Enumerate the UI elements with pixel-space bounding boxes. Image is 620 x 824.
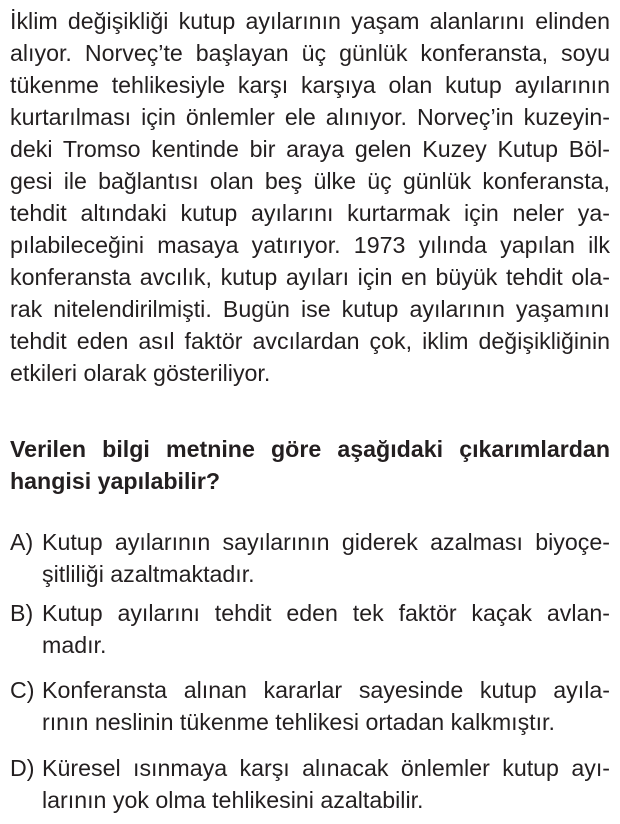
option-text: Kutup ayılarını tehdit eden tek faktör kaçak avlan- — [42, 600, 610, 626]
passage-line: konferansta avcılık, kutup ayıları için en büyük tehdit ola- — [10, 264, 610, 290]
passage-line: tehdit altındaki kutup ayılarını kurtarmak için neler ya- — [10, 200, 610, 226]
option-label: A) — [10, 529, 34, 555]
passage-line: pılabileceğini masaya yatırıyor. 1973 yılında yapılan ilk — [10, 232, 610, 258]
question-line: Verilen bilgi metnine göre aşağıdaki çıkarımlardan — [10, 436, 610, 462]
option-text: Kutup ayılarının sayılarının giderek azalması biyoçe- — [42, 529, 610, 555]
option-text: larının yok olma tehlikesini azaltabilir. — [42, 787, 424, 813]
option-text: madır. — [42, 632, 107, 658]
passage-line: İklim değişikliği kutup ayılarının yaşam alanlarını elinden — [10, 8, 610, 34]
option-text: şitliliği azaltmaktadır. — [42, 561, 255, 587]
option-text: Konferansta alınan kararlar sayesinde kutup ayıla- — [42, 677, 610, 703]
passage-line: deki Tromso kentinde bir araya gelen Kuzey Kutup Böl- — [10, 136, 610, 162]
option-label: B) — [10, 600, 34, 626]
option-text: Küresel ısınmaya karşı alınacak önlemler kutup ayı- — [42, 755, 610, 781]
passage-line: tükenme tehlikesiyle karşı karşıya olan kutup ayılarının — [10, 72, 610, 98]
passage-line: tehdit eden asıl faktör avcılardan çok, iklim değişikliğinin — [10, 328, 610, 354]
passage-line: kurtarılması için önlemler ele alınıyor. Norveç’in kuzeyin- — [10, 104, 610, 130]
option-label: C) — [10, 677, 35, 703]
option-label: D) — [10, 755, 35, 781]
passage-line: alıyor. Norveç’te başlayan üç günlük konferansta, soyu — [10, 40, 610, 66]
question-line: hangisi yapılabilir? — [10, 468, 221, 494]
option-text: rının neslinin tükenme tehlikesi ortadan kalkmıştır. — [42, 709, 555, 735]
passage-line: etkileri olarak gösteriliyor. — [10, 360, 271, 386]
passage-line: gesi ile bağlantısı olan beş ülke üç günlük konferansta, — [10, 168, 610, 194]
passage-line: rak nitelendirilmişti. Bugün ise kutup ayılarının yaşamını — [10, 296, 610, 322]
